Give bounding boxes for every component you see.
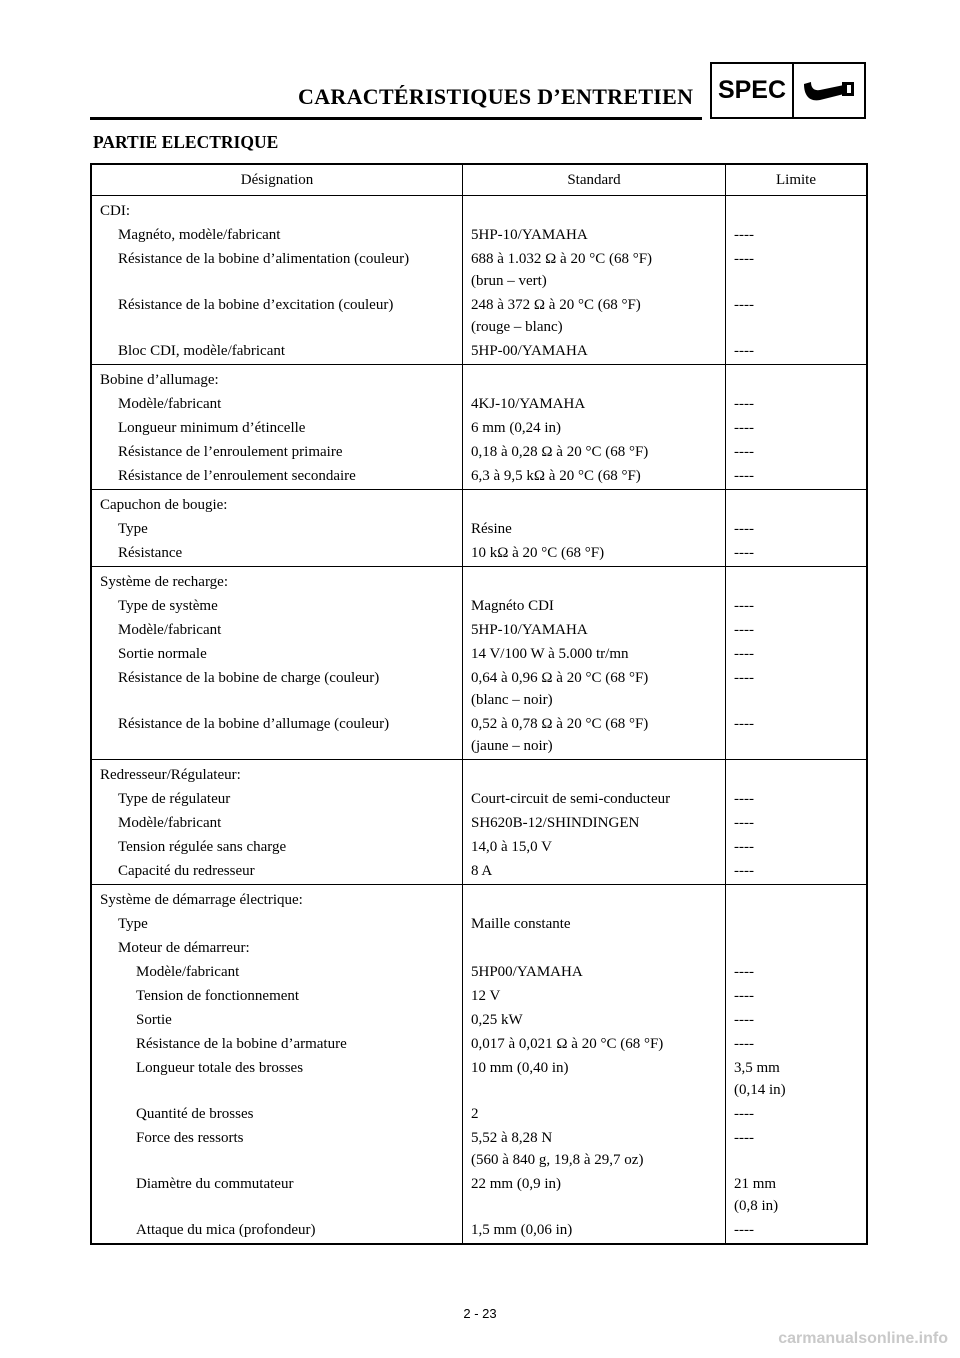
standard-cell: [463, 858, 726, 885]
limit-cell: [726, 711, 868, 760]
table-row: [91, 463, 867, 490]
column-header-limite: Limite: [726, 164, 868, 196]
standard-cell: [463, 1125, 726, 1171]
group-title-row: [91, 885, 867, 912]
table-row: [91, 641, 867, 665]
standard-cell: [463, 911, 726, 935]
section-title: PARTIE ELECTRIQUE: [93, 132, 279, 152]
limit-cell: [726, 810, 868, 834]
limit-cell: [726, 1217, 868, 1244]
limit-cell: [726, 1125, 868, 1171]
standard-cell: [463, 711, 726, 760]
table-row: [91, 246, 867, 292]
limit-value: ----: [734, 1130, 754, 1146]
limit-value: ----: [734, 646, 754, 662]
limit-cell: [726, 540, 868, 567]
standard-value: 1,5 mm (0,06 in): [471, 1222, 573, 1238]
standard-cell: [463, 463, 726, 490]
designation-cell: Longueur totale des brosses: [136, 1060, 304, 1076]
table-row: [91, 1125, 867, 1171]
table-row: [91, 911, 867, 935]
limit-cell: [726, 1031, 868, 1055]
table-row: [91, 1031, 867, 1055]
limit-cell: [726, 222, 868, 246]
limit-cell: [726, 516, 868, 540]
limit-value: ----: [734, 791, 754, 807]
standard-value: (jaune – noir): [471, 738, 553, 754]
designation-cell: Tension régulée sans charge: [118, 839, 287, 855]
standard-value: Magnéto CDI: [471, 598, 554, 614]
standard-cell: [463, 1007, 726, 1031]
designation-cell: Résistance de la bobine d’allumage (couleur): [118, 716, 390, 732]
limit-cell: [726, 641, 868, 665]
standard-cell: [463, 1101, 726, 1125]
standard-value: 0,25 kW: [471, 1012, 523, 1028]
standard-cell: [463, 641, 726, 665]
limit-cell: [726, 439, 868, 463]
table-row: [91, 959, 867, 983]
limit-cell: [726, 1101, 868, 1125]
designation-cell: Type: [118, 916, 148, 932]
limit-value: ----: [734, 815, 754, 831]
table-row: [91, 1101, 867, 1125]
table-row: [91, 834, 867, 858]
standard-value: 12 V: [471, 988, 501, 1004]
standard-value: 0,64 à 0,96 Ω à 20 °C (68 °F): [471, 670, 649, 686]
limit-cell: [726, 983, 868, 1007]
designation-cell: Résistance de l’enroulement secondaire: [118, 468, 356, 484]
limit-value: ----: [734, 251, 754, 267]
table-row: [91, 1055, 867, 1101]
limit-value: ----: [734, 396, 754, 412]
limit-value: ----: [734, 670, 754, 686]
spec-label: SPEC: [712, 64, 794, 117]
standard-cell: [463, 959, 726, 983]
standard-cell: [463, 415, 726, 439]
designation-cell: Sortie normale: [118, 646, 207, 662]
wrench-icon: [794, 64, 864, 117]
group-title-row: [91, 567, 867, 594]
table-row: [91, 439, 867, 463]
standard-value: (brun – vert): [471, 273, 547, 289]
standard-value: 0,52 à 0,78 Ω à 20 °C (68 °F): [471, 716, 649, 732]
standard-value: 0,18 à 0,28 Ω à 20 °C (68 °F): [471, 444, 649, 460]
limit-value: ----: [734, 343, 754, 359]
standard-value: 14 V/100 W à 5.000 tr/mn: [471, 646, 629, 662]
standard-cell: [463, 439, 726, 463]
standard-cell: [463, 665, 726, 711]
standard-cell: [463, 246, 726, 292]
limit-cell: [726, 292, 868, 338]
designation-cell: Modèle/fabricant: [118, 815, 222, 831]
designation-cell: Résistance de la bobine d’armature: [136, 1036, 347, 1052]
standard-cell: [463, 810, 726, 834]
standard-value: 5HP-10/YAMAHA: [471, 227, 588, 243]
designation-cell: Résistance de la bobine d’excitation (couleur): [118, 297, 394, 313]
limit-cell: [726, 1055, 868, 1101]
standard-value: 5HP-10/YAMAHA: [471, 622, 588, 638]
limit-cell: [726, 665, 868, 711]
limit-value: ----: [734, 716, 754, 732]
limit-cell: [726, 1007, 868, 1031]
standard-value: 10 mm (0,40 in): [471, 1060, 569, 1076]
standard-cell: [463, 1217, 726, 1244]
table-row: [91, 858, 867, 885]
standard-cell: [463, 338, 726, 365]
designation-cell: Capacité du redresseur: [118, 863, 255, 879]
standard-cell: [463, 786, 726, 810]
limit-value: (0,14 in): [734, 1082, 786, 1098]
standard-value: 6,3 à 9,5 kΩ à 20 °C (68 °F): [471, 468, 641, 484]
limit-value: (0,8 in): [734, 1198, 779, 1214]
table-row: [91, 292, 867, 338]
group-title: Bobine d’allumage:: [91, 365, 463, 392]
table-row: [91, 617, 867, 641]
table-row: [91, 516, 867, 540]
limit-value: ----: [734, 1012, 754, 1028]
table-row: [91, 786, 867, 810]
limit-value: ----: [734, 598, 754, 614]
limit-cell: [726, 935, 868, 959]
group-title-row: [91, 490, 867, 517]
standard-cell: [463, 1171, 726, 1217]
limit-cell: [726, 246, 868, 292]
limit-value: ----: [734, 1106, 754, 1122]
standard-value: 4KJ-10/YAMAHA: [471, 396, 586, 412]
table-row: [91, 983, 867, 1007]
standard-value: 5,52 à 8,28 N: [471, 1130, 553, 1146]
limit-cell: [726, 415, 868, 439]
standard-cell: [463, 222, 726, 246]
limit-cell: [726, 959, 868, 983]
column-header-designation: Désignation: [91, 164, 463, 196]
designation-cell: Type de système: [118, 598, 218, 614]
standard-value: 10 kΩ à 20 °C (68 °F): [471, 545, 605, 561]
designation-cell: Attaque du mica (profondeur): [136, 1222, 316, 1238]
standard-value: 22 mm (0,9 in): [471, 1176, 561, 1192]
header-title: CARACTÉRISTIQUES D’ENTRETIEN: [298, 84, 694, 109]
table-row: [91, 711, 867, 760]
table-row: [91, 222, 867, 246]
designation-cell: Modèle/fabricant: [136, 964, 240, 980]
group-title-row: [91, 760, 867, 787]
designation-cell: Diamètre du commutateur: [136, 1176, 294, 1192]
table-row: [91, 665, 867, 711]
standard-cell: [463, 935, 726, 959]
limit-value: ----: [734, 1222, 754, 1238]
limit-cell: [726, 338, 868, 365]
limit-value: ----: [734, 839, 754, 855]
designation-cell: Moteur de démarreur:: [118, 940, 250, 956]
table-row: [91, 338, 867, 365]
table-row: [91, 415, 867, 439]
limit-value: ----: [734, 227, 754, 243]
designation-cell: Modèle/fabricant: [118, 622, 222, 638]
standard-value: SH620B-12/SHINDINGEN: [471, 815, 640, 831]
limit-cell: [726, 1171, 868, 1217]
standard-value: Court-circuit de semi-conducteur: [471, 791, 671, 807]
standard-value: Maille constante: [471, 916, 571, 932]
limit-cell: [726, 858, 868, 885]
group-title: CDI:: [91, 196, 463, 223]
table-row: [91, 810, 867, 834]
table-row: [91, 1007, 867, 1031]
spec-table: [90, 163, 868, 1245]
limit-value: 3,5 mm: [734, 1060, 780, 1076]
standard-value: 5HP-00/YAMAHA: [471, 343, 588, 359]
group-title: Redresseur/Régulateur:: [91, 760, 463, 787]
standard-cell: [463, 516, 726, 540]
limit-value: ----: [734, 420, 754, 436]
limit-value: ----: [734, 622, 754, 638]
group-title-row: [91, 196, 867, 223]
designation-cell: Tension de fonctionnement: [136, 988, 300, 1004]
designation-cell: Type de régulateur: [118, 791, 231, 807]
table-body: [91, 196, 867, 1245]
limit-cell: [726, 617, 868, 641]
standard-value: 0,017 à 0,021 Ω à 20 °C (68 °F): [471, 1036, 664, 1052]
standard-value: 6 mm (0,24 in): [471, 420, 561, 436]
designation-cell: Force des ressorts: [136, 1130, 244, 1146]
designation-cell: Quantité de brosses: [136, 1106, 254, 1122]
limit-value: ----: [734, 297, 754, 313]
table-row: [91, 935, 867, 959]
designation-cell: Type: [118, 521, 148, 537]
standard-value: (rouge – blanc): [471, 319, 563, 335]
limit-value: ----: [734, 468, 754, 484]
column-header-standard: Standard: [463, 164, 726, 196]
standard-cell: [463, 391, 726, 415]
limit-cell: [726, 911, 868, 935]
standard-cell: [463, 617, 726, 641]
limit-value: 21 mm: [734, 1176, 777, 1192]
table-row: [91, 593, 867, 617]
limit-value: ----: [734, 863, 754, 879]
limit-value: ----: [734, 1036, 754, 1052]
standard-value: 2: [471, 1106, 479, 1122]
standard-cell: [463, 834, 726, 858]
designation-cell: Modèle/fabricant: [118, 396, 222, 412]
group-title: Capuchon de bougie:: [91, 490, 463, 517]
standard-cell: [463, 1055, 726, 1101]
limit-value: ----: [734, 444, 754, 460]
group-title-row: [91, 365, 867, 392]
standard-value: 688 à 1.032 Ω à 20 °C (68 °F): [471, 251, 653, 267]
limit-cell: [726, 834, 868, 858]
designation-cell: Résistance: [118, 545, 183, 561]
group-title: Système de démarrage électrique:: [91, 885, 463, 912]
designation-cell: Résistance de la bobine d’alimentation (couleur): [118, 251, 410, 267]
group-title: Système de recharge:: [91, 567, 463, 594]
designation-cell: Bloc CDI, modèle/fabricant: [118, 343, 286, 359]
limit-cell: [726, 786, 868, 810]
designation-cell: Résistance de l’enroulement primaire: [118, 444, 343, 460]
standard-value: 14,0 à 15,0 V: [471, 839, 552, 855]
standard-value: 8 A: [471, 863, 493, 879]
table-row: [91, 1171, 867, 1217]
standard-value: 248 à 372 Ω à 20 °C (68 °F): [471, 297, 641, 313]
header-rule: [90, 117, 702, 120]
standard-cell: [463, 983, 726, 1007]
designation-cell: Résistance de la bobine de charge (couleur): [118, 670, 380, 686]
limit-value: ----: [734, 545, 754, 561]
standard-value: (560 à 840 g, 19,8 à 29,7 oz): [471, 1152, 644, 1168]
standard-value: 5HP00/YAMAHA: [471, 964, 583, 980]
table-row: [91, 1217, 867, 1244]
designation-cell: Magnéto, modèle/fabricant: [118, 227, 281, 243]
table-header-row: [91, 164, 867, 196]
table-row: [91, 540, 867, 567]
limit-cell: [726, 463, 868, 490]
limit-value: ----: [734, 988, 754, 1004]
limit-value: ----: [734, 521, 754, 537]
designation-cell: Longueur minimum d’étincelle: [118, 420, 306, 436]
standard-value: (blanc – noir): [471, 692, 553, 708]
standard-cell: [463, 540, 726, 567]
spec-badge: [710, 62, 866, 119]
table-row: [91, 391, 867, 415]
standard-cell: [463, 292, 726, 338]
standard-cell: [463, 593, 726, 617]
watermark: carmanualsonline.info: [778, 1330, 948, 1347]
limit-value: ----: [734, 964, 754, 980]
page-number: 2 - 23: [463, 1306, 497, 1321]
standard-value: Résine: [471, 521, 512, 537]
standard-cell: [463, 1031, 726, 1055]
limit-cell: [726, 593, 868, 617]
designation-cell: Sortie: [136, 1012, 172, 1028]
limit-cell: [726, 391, 868, 415]
